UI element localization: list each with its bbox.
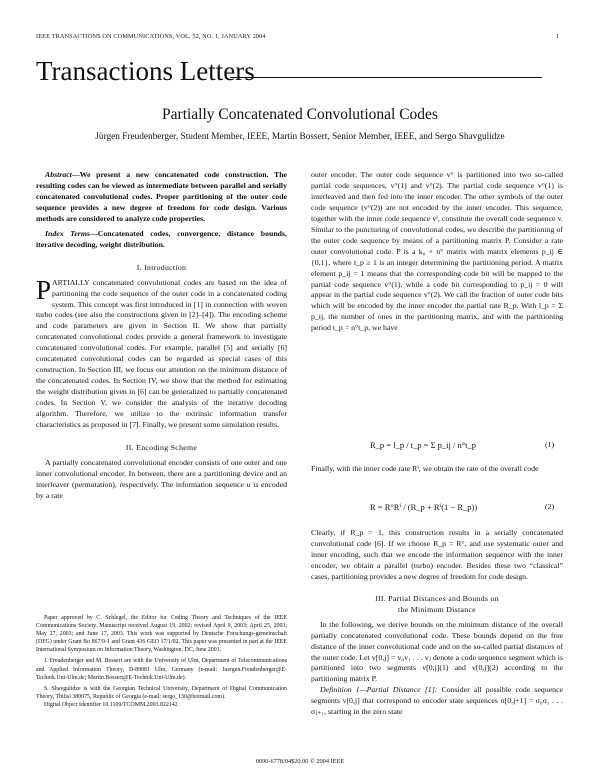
footnote-affiliation-tbilisi: S. Shavgulidze is with the Georgian Technical University, Department of Digital Communication Theory, Tbilisi 380075, Republic of Georgia (e-mail: sergo_130@hotmail.com).: [36, 685, 287, 700]
footnote-affiliation-ulm: J. Freudenberger and M. Bossert are with the University of Ulm, Department of Telecommunications and Applied Information Theory, D-89081 Ulm, Germany (e-mail: Juergen.Freudenberger@E-Technik.Uni-Ulm.de; Martin.Bossert@E-Technik.Uni-Ulm.de).: [36, 658, 287, 681]
definition-text: Consider all possible code sequence segments v[0,j] that correspond to encoder state sequences σ[0,j+1] = σ₀σ₁ . . . σⱼ₊₁, starting in the zero state: [311, 685, 563, 717]
distance-paragraph: In the following, we derive bounds on the minimum distance of the overall partially concatenated convolutional code. These bounds depend on the free distance of the inner convolutional code and on the so-called partial distances of the outer code. Let v[0,j] = v₀v₁ . . . vⱼ denote a code sequence segment which is partitioned into two segments v[0,j](1) and v[0,j](2) according to the partitioning matrix P.: [311, 619, 563, 684]
equation-1-number: (1): [545, 440, 555, 449]
section-heading-intro: I. Introduction: [136, 262, 187, 272]
intro-text: ARTIALLY concatenated convolutional codes are based on the idea of partitioning the code sequence of the outer code in a concatenated coding system. This concept was first introduced in [1] in connection with woven turbo codes (see also the constructions given in [2]–[4]). The encoding scheme and code parameters are given in Section II. We show that partially concatenated convolutional codes provide a general framework to investigate concatenated convolutional codes. For example, parallel [5] and serially [6] concatenated convolutional codes can be regarded as special cases of this construction. In Section III, we focus our attention on the minimum distance of the concatenated codes. In Section IV, we show that the method for estimating the weight distribution given in [6] can be generalized to partially concatenated codes. In Section V, we consider the analysis of the iterative decoding algorithm. Therefore, we utilize to the extrinsic information transfer characteristics as proposed in [7]. Finally, we present some simulation results.: [36, 277, 287, 430]
equation-2: R = R°Rⁱ / (R_p + Rⁱ(1 − R_p)): [370, 502, 478, 512]
equation-2-number: (2): [545, 502, 555, 511]
index-terms: Index Terms—Concatenated codes, convergence, distance bounds, iterative decoding, weight distribution.: [36, 228, 288, 249]
definition-label: Definition 1—Partial Distance [1]:: [320, 685, 438, 695]
abstract-text: We present a new concatenated code construction. The resulting codes can be viewed as intermediate between parallel and serially concatenated convolutional codes. Proper partitioning of the outer code sequence provides a new degree of freedom for code design. Various methods are considered to analyze code properties.: [36, 170, 287, 223]
masthead: Transactions Letters: [36, 56, 255, 86]
copyright-footer: 0090-6778/04$20.00 © 2004 IEEE: [255, 758, 345, 765]
page-number: 1: [556, 33, 560, 40]
definition-paragraph: [311, 685, 563, 718]
right-column: [311, 170, 563, 334]
index-terms-text: Concatenated codes, convergence, distance bounds, iterative decoding, weight distribution.: [36, 228, 288, 249]
footnotes: [36, 614, 287, 709]
running-header: IEEE TRANSACTIONS ON COMMUNICATIONS, VOL. 52, NO. 1, JANUARY 2004: [36, 33, 266, 40]
intro-paragraph: [36, 274, 287, 431]
encoding-paragraph: A partially concatenated convolutional encoder consists of one outer and one inner convolutional encoder. In between, there are a partitioning device and an interleaver (permutation), respectively. The information sequence u is encoded by a rate: [36, 457, 287, 500]
masthead-rule: [230, 77, 542, 78]
footnote-approval: Paper approved by C. Schlegel, the Editor for Coding Theory and Techniques of the IEEE Communications Society. Manuscript received August 19, 2002; revised April 9, 2003; April 25, 2003; May 27, 2003; and June 17, 2003. This work was supported by Deutsche Forschungs-gemeinschaft (DFG) under Grant Bo 867/9-1 and Grant 436 GEO 17/1/02. This paper was presented in part at the IEEE International Symposium on Information Theory, Washington, DC, June 2001.: [36, 615, 287, 654]
right-paragraph-2: Finally, with the inner code rate Rⁱ, we obtain the rate of the overall code: [311, 464, 539, 473]
index-terms-label: Index Terms: [45, 228, 90, 238]
doi: Digital Object Identifier 10.1109/TCOMM.2003.822142: [44, 701, 178, 708]
abstract-label: Abstract: [45, 170, 72, 179]
right-lower-block: [311, 528, 563, 718]
section-heading-encoding: II. Encoding Scheme: [125, 442, 198, 452]
section-heading-distance-2: the Minimum Distance: [398, 604, 476, 614]
drop-cap: P: [36, 274, 52, 305]
section-heading-distance-1: III. Partial Distances and Bounds on: [375, 593, 499, 603]
author-line: Jürgen Freudenberger, Student Member, IEEE, Martin Bossert, Senior Member, IEEE, and Sergo Shavgulidze: [95, 132, 505, 142]
left-column: [36, 170, 287, 502]
abstract: Abstract—We present a new concatenated code construction. The resulting codes can be viewed as intermediate between parallel and serially concatenated convolutional codes. Proper partitioning of the outer code sequence provides a new degree of freedom for code design. Various methods are considered to analyze code properties.: [36, 170, 287, 223]
equation-1: R_p = l_p / t_p = Σ p_ij / n°t_p: [370, 440, 477, 450]
right-paragraph-3: Clearly, if R_p = 1, this construction results in a serially concatenated convolutional code [6]. If we choose R_p = R°, and use systematic outer and inner encoding, such that we encode the information sequence with the inner encoder, we obtain a parallel (turbo) encoder. Besides these two “classical” cases, partitioning provides a new degree of freedom for code design.: [311, 528, 563, 581]
paper-title: Partially Concatenated Convolutional Codes: [162, 106, 438, 123]
right-paragraph-2-block: [311, 464, 563, 475]
right-paragraph-1: outer encoder. The outer code sequence v° is partitioned into two so-called partial code sequences, v°(1) and v°(2). The partial code sequence v°(1) is interleaved and then fed into the inner encoder. The other symbols of the outer code sequence (v°(2)) are not encoded by the inner encoder. This sequence, together with the inner code sequence vⁱ, constitute the overall code sequence v. Similar to the puncturing of convolutional codes, we describe the partitioning of the outer code sequence by means of a partitioning matrix P. Consider a rate outer convolutional code. P is a k₀ × n° matrix with matrix elements p_ij ∈ {0,1}, where t_p ≥ 1 is an integer determining the partitioning period. A matrix element p_ij = 1 means that the corresponding code bit will be mapped to the partial code sequence v°(1), while a code bit corresponding to p_ij = 0 will appear in the partial code sequence v°(2). We call the fraction of outer code bits which will be encoded by the inner encoder the partial rate R_p. With l_p = Σ p_ij, the number of ones in the partitioning matrix, and with the partitioning period t_p = n°t_p, we have: [311, 170, 563, 333]
